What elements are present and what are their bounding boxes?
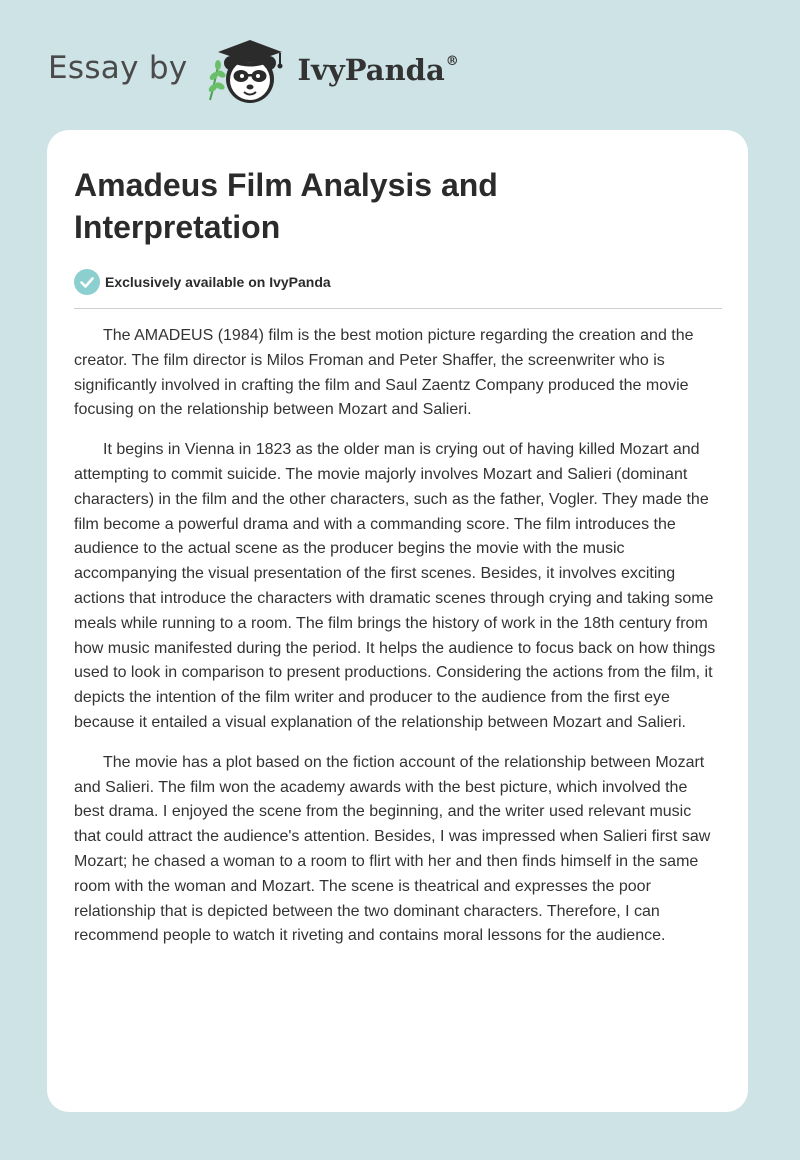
exclusive-badge-label: Exclusively available on IvyPanda [105,274,331,290]
article-body [74,324,722,949]
paragraph: The movie has a plot based on the fiction account of the relationship between Mozart and Salieri. The film won the academy awards with the best picture, which involved the best drama. I enjoyed the scene from the beginning, and the writer used relevant music that could attract the audience's attention. Besides, I was impressed when Salieri first saw Mozart; he chased a woman to a room to flirt with her and then finds himself in the same room with the woman and Mozart. The scene is theatrical and expresses the poor relationship that is depicted between the two dominant characters. Therefore, I can recommend people to watch it riveting and contains moral lessons for the audience. [74,753,711,945]
check-circle-icon [74,269,100,295]
article-title: Amadeus Film Analysis and Interpretation [74,167,498,245]
divider [74,308,722,309]
panda-graduate-logo-icon[interactable] [204,36,294,108]
essay-by-label: Essay by [48,50,188,86]
article-card [47,130,748,1112]
brand-name[interactable]: IvyPanda® [297,53,459,87]
site-header [48,36,459,108]
paragraph: The AMADEUS (1984) film is the best motion picture regarding the creation and the creator. The film director is Milos Froman and Peter Shaffer, the screenwriter who is significantly involved in crafting the film and Saul Zaentz Company produced the movie focusing on the relationship between Mozart and Salieri. [74,327,694,419]
paragraph: It begins in Vienna in 1823 as the older man is crying out of having killed Mozart and attempting to commit suicide. The movie majorly involves Mozart and Salieri (dominant characters) in the film and the other characters, such as the father, Vogler. They made the film become a powerful drama and with a commanding score. The film introduces the audience to the actual scene as the producer begins the movie with the music accompanying the visual presentation of the first scenes. Besides, it involves exciting actions that introduce the characters with dramatic scenes through crying and taking some meals while running to a room. The film brings the history of work in the 18th century from how music manifested during the period. It helps the audience to focus back on how things used to look in comparison to present productions. Considering the actions from the film, it depicts the intention of the film writer and producer to the audience from the first eye because it entailed a visual explanation of the relationship between Mozart and Salieri. [74,441,716,731]
exclusive-badge [74,268,722,296]
registered-mark: ® [445,54,459,70]
